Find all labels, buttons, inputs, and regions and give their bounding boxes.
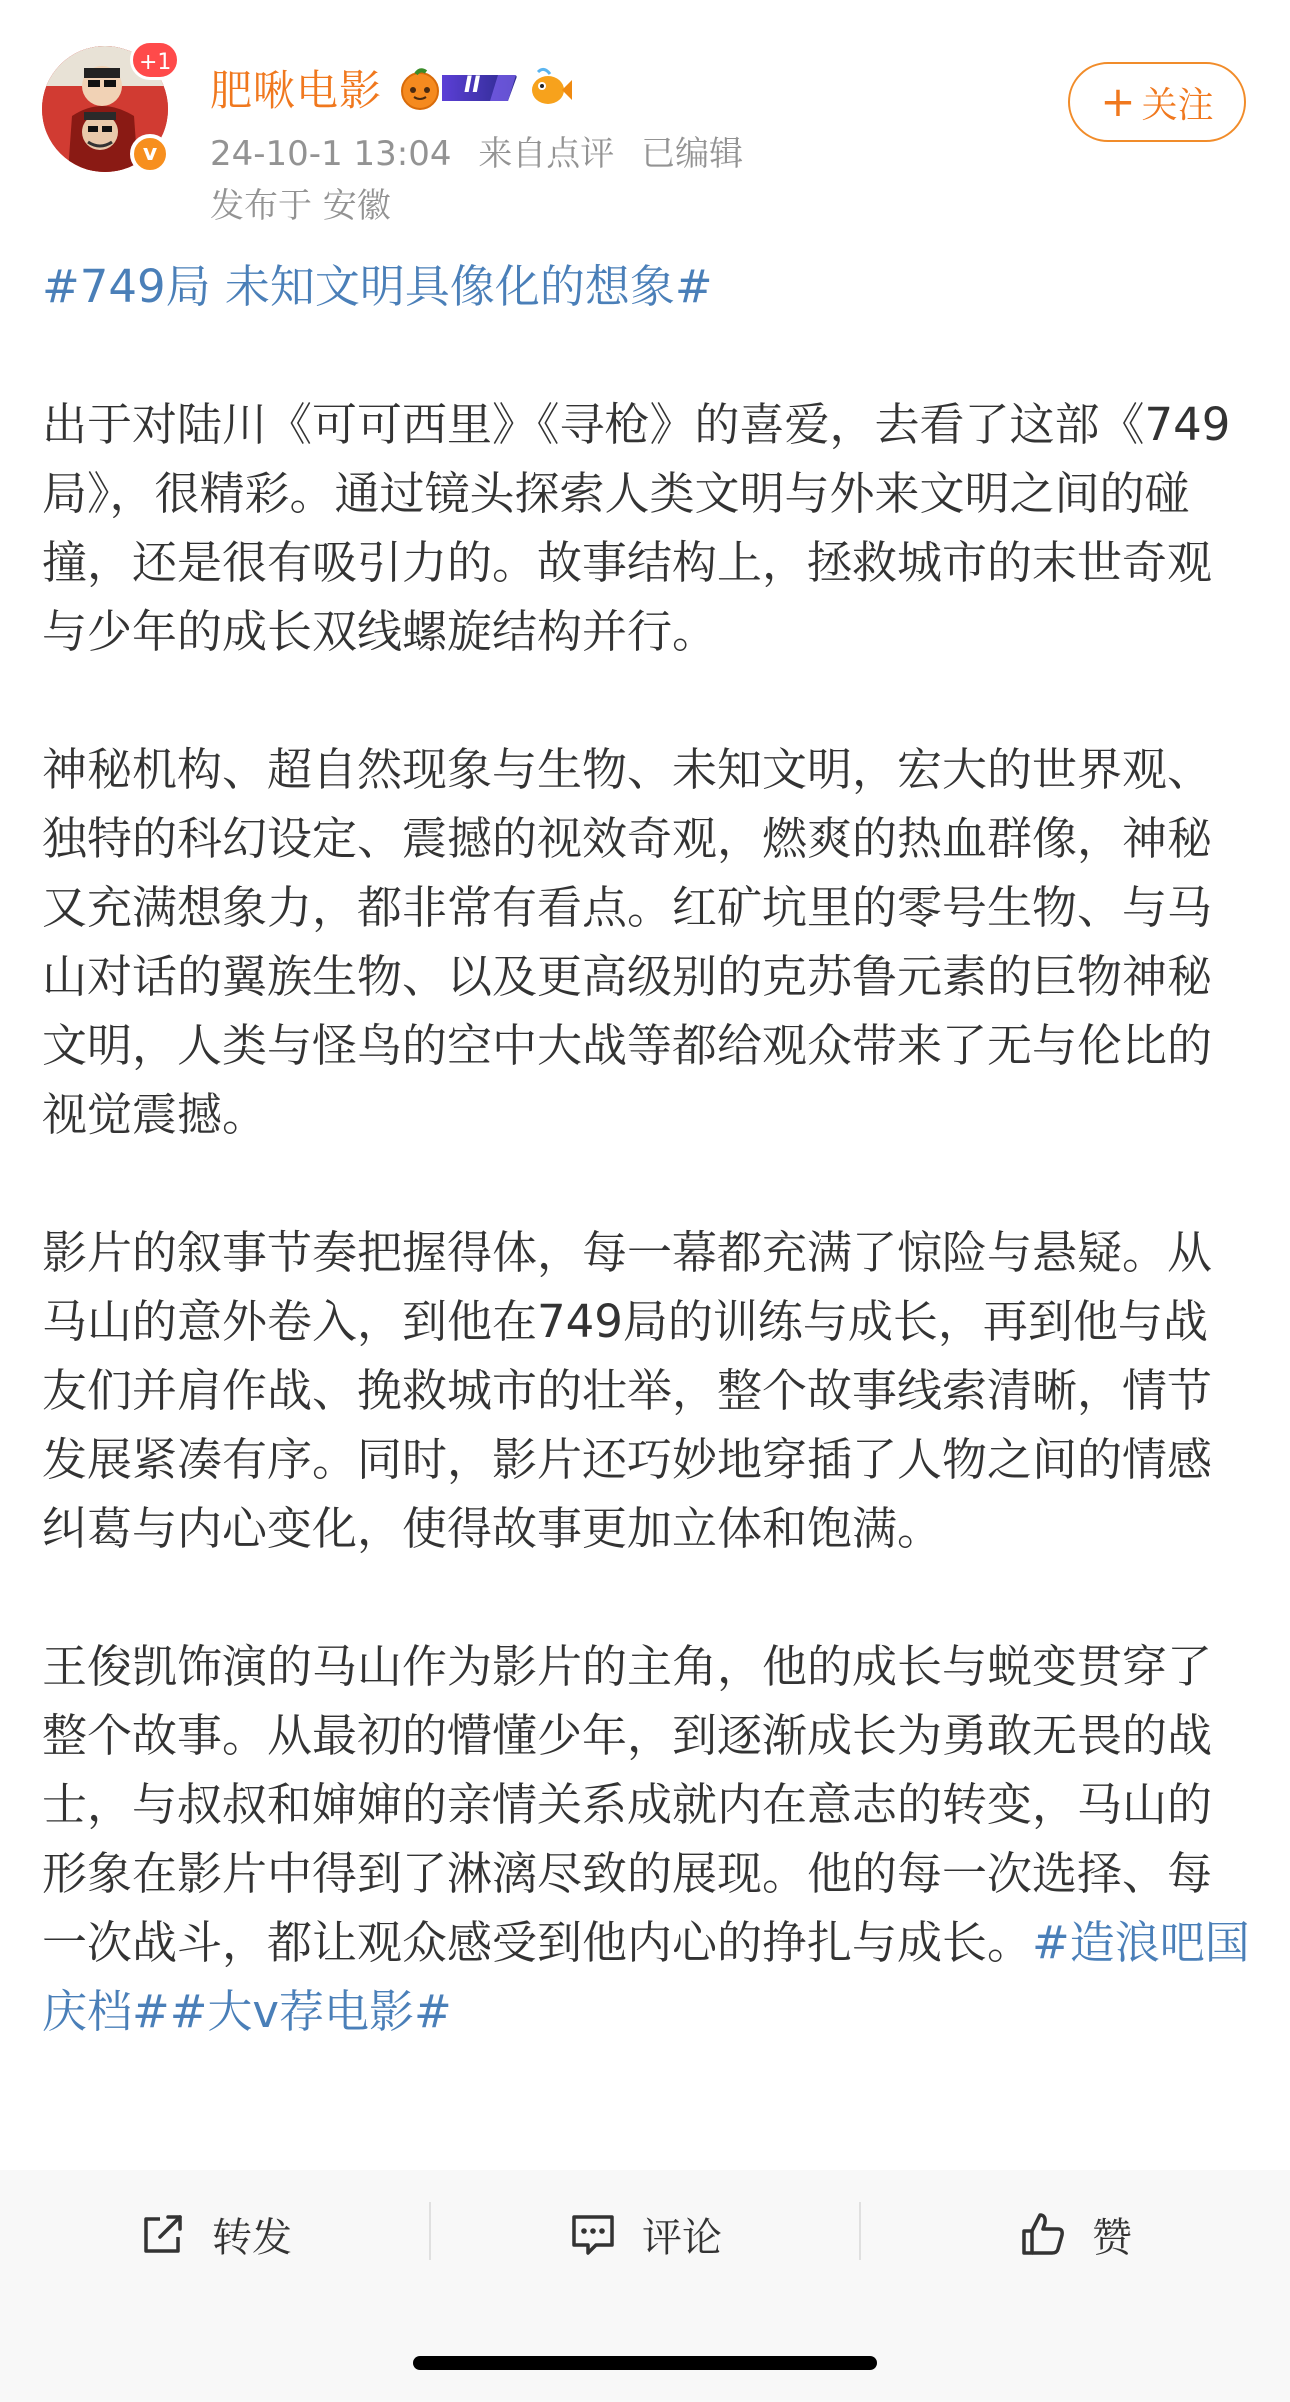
thumbs-up-icon (1018, 2209, 1068, 2259)
post-paragraph-4 (42, 1632, 1252, 2046)
post-meta (210, 126, 759, 175)
verified-badge: v (130, 134, 170, 174)
post-source: 来自点评 (478, 134, 615, 174)
edited-label[interactable]: 已编辑 (641, 134, 744, 174)
fish-badge-icon (526, 66, 574, 110)
vip-level-text: II (464, 73, 481, 98)
action-divider (859, 2202, 861, 2260)
repost-button[interactable] (0, 2170, 430, 2298)
comment-bubble-icon (568, 2209, 618, 2259)
like-button[interactable] (860, 2170, 1290, 2298)
post-location: 发布于 安徽 (210, 186, 391, 226)
post-paragraph-2: 神秘机构、超自然现象与生物、未知文明，宏大的世界观、独特的科幻设定、震撼的视效奇观，燃爽的热血群像，神秘又充满想象力，都非常有看点。红矿坑里的零号生物、与马山对话的翼族生物、以及更高级别的克苏鲁元素的巨物神秘文明，人类与怪鸟的空中大战等都给观众带来了无与伦比的视觉震撼。 (42, 743, 1213, 1141)
comment-button[interactable] (430, 2170, 860, 2298)
action-divider (429, 2202, 431, 2260)
share-arrow-icon (138, 2209, 188, 2259)
username[interactable]: 肥啾电影 (210, 66, 383, 115)
topic-hashtag[interactable]: #749局 未知文明具像化的想象# (42, 260, 713, 313)
post-paragraph-3: 影片的叙事节奏把握得体，每一幕都充满了惊险与悬疑。从马山的意外卷入，到他在749局的训练与成长，再到他与战友们并肩作战、挽救城市的壮举，整个故事线索清晰，情节发展紧凑有序。同时，影片还巧妙地穿插了人物之间的情感纠葛与内心变化，使得故事更加立体和饱满。 (42, 1226, 1213, 1555)
post-body (42, 252, 1252, 2046)
follow-button[interactable] (1068, 62, 1246, 142)
post-paragraph-1: 出于对陆川《可可西里》《寻枪》的喜爱，去看了这部《749局》，很精彩。通过镜头探索人类文明与外来文明之间的碰撞，还是很有吸引力的。故事结构上，拯救城市的末世奇观与少年的成长双线螺旋结构并行。 (42, 398, 1231, 658)
post-header (0, 0, 1290, 230)
like-label: 赞 (1092, 2214, 1132, 2261)
repost-label: 转发 (212, 2214, 292, 2261)
hashtag-links[interactable]: #造浪吧国庆档##大v荐电影# (42, 1916, 1250, 2038)
action-row (0, 2170, 1290, 2298)
post-paragraph-4-text: 王俊凯饰演的马山作为影片的主角，他的成长与蜕变贯穿了整个故事。从最初的懵懂少年，到逐渐成长为勇敢无畏的战士，与叔叔和婶婶的亲情关系成就内在意志的转变，马山的形象在影片中得到了淋漓尽致的展现。他的每一次选择、每一次战斗，都让观众感受到他内心的挣扎与成长。 (42, 1640, 1213, 1969)
orange-level-icon (396, 64, 444, 112)
post-timestamp: 24-10-1 13:04 (210, 134, 452, 174)
username-row (210, 58, 574, 118)
plus-icon: + (1100, 77, 1136, 126)
vip-level-badge (438, 71, 520, 105)
avatar-container[interactable] (42, 46, 172, 172)
home-indicator[interactable] (413, 2356, 877, 2370)
follow-label: 关注 (1141, 84, 1214, 126)
notification-badge: +1 (130, 40, 180, 80)
comment-label: 评论 (642, 2214, 722, 2261)
